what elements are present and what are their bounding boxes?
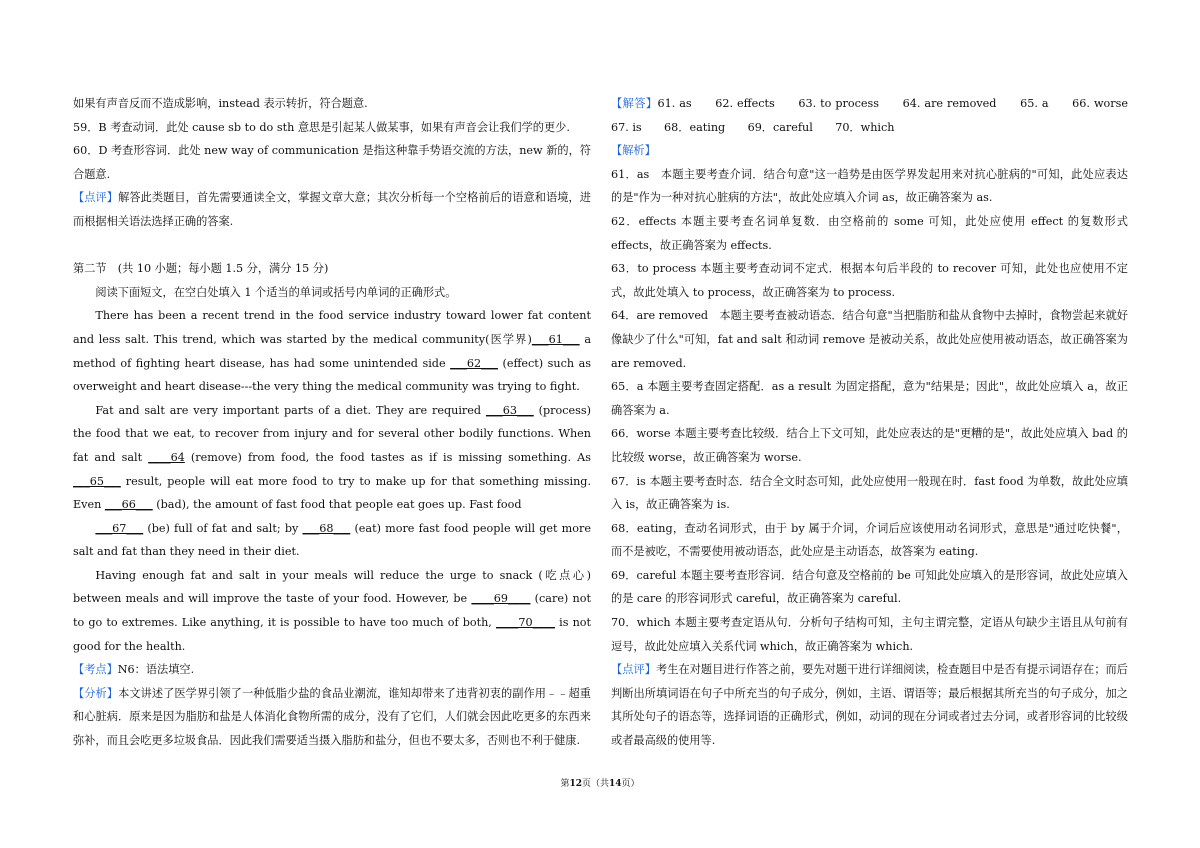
page-total: 14 bbox=[609, 779, 622, 789]
kaodian-tag: 【考点】 bbox=[73, 663, 118, 677]
section-title: 第二节 (共 10 小题；每小题 1.5 分，满分 15 分) bbox=[73, 262, 329, 276]
text-line: 如果有声音反而不造成影响，instead 表示转折，符合题意. bbox=[73, 97, 368, 110]
explanation-65: 65．a 本题主要考查固定搭配．as a result 为固定搭配，意为"结果是；因此"，故此处应填入 a，故正确答案为 a. bbox=[611, 380, 1128, 417]
explanation-64: 64．are removed 本题主要考查被动语态．结合句意"当把脂肪和盐从食物中去掉时，食物尝起来就好像缺少了什么"可知，fat and salt 和动词 remove 是被动关系，故此处应使用被动语态，故正确答案为 are removed. bbox=[611, 309, 1128, 370]
blank-65: ___65___ bbox=[73, 474, 121, 488]
explanation-67: 67．is 本题主要考查时态．结合全文时态可知，此处应使用一般现在时．fast food 为单数，故此处应填入 is，故正确答案为 is. bbox=[611, 474, 1128, 512]
explanation-59: 59．B 考查动词．此处 cause sb to do sth 意思是引起某人做某事，如果有声音会让我们学的更少. bbox=[73, 120, 570, 134]
blank-66: ___66___ bbox=[104, 498, 153, 512]
explanation-68: 68．eating，查动名词形式，由于 by 属于介词，介词后应该使用动名词形式，意思是"通过吃快餐"，而不是被吃，不需要使用被动语态，此处应是主动语态，故答案为 eating. bbox=[611, 521, 1128, 559]
page-number: 12 bbox=[569, 779, 582, 789]
dianping-block: 【点评】考生在对题目进行作答之前，要先对题干进行详细阅读，检查题目中是否有提示词语存在；而后判断出所填词语在句子中所充当的句子成分，例如，主语、谓语等；最后根据其所充当的句子成分，加之其所处句子的语态等，选择词语的正确形式，例如，动词的现在分词或者过去分词，或者形容词的比较级或者最高级的使用等. bbox=[611, 663, 1128, 748]
passage-paragraph-2: Fat and salt are very important parts of a diet. They are required ___63___ (process) the food that we eat, to recover from injury and for several other bodily functions. When fat and salt ____64 (remove) from food, the food tastes as if is missing something. As ___65___ result, people will eat more food to try to make up for that something missing. Even ___66___ (bad), the amount of fast food that people eat goes up. Fast food bbox=[73, 403, 591, 512]
blank-67: ___67___ bbox=[95, 521, 144, 535]
right-column bbox=[611, 92, 1151, 753]
page-footer: 第12页（共14页） bbox=[560, 779, 640, 789]
blank-69: ____69____ bbox=[471, 592, 531, 606]
blank-61: ___61___ bbox=[531, 332, 580, 346]
passage-paragraph-1: There has been a recent trend in the food service industry toward lower fat content and less salt. This trend, which was started by the medical community(医学界)___61___ a method of fighting heart disease, has had some unintended side ___62___ (effect) such as overweight and heart disease---the very thing the medical community was trying to fight. bbox=[73, 309, 592, 394]
explanation-62: 62．effects 本题主要考查名词单复数．由空格前的 some 可知，此处应使用 effect 的复数形式 effects，故正确答案为 effects. bbox=[611, 214, 1128, 252]
passage-paragraph-3: ___67___ (be) full of fat and salt; by ___68___ (eat) more fast food people will get more salt and fat than they need in their diet. bbox=[73, 521, 591, 559]
instruction: 阅读下面短文，在空白处填入 1 个适当的单词或括号内单词的正确形式。 bbox=[95, 285, 457, 299]
analysis-block: 【分析】本文讲述了医学界引领了一种低脂少盐的食品业潮流，谁知却带来了违背初衷的副作用﹣﹣超重和心脏病．原来是因为脂肪和盐是人体消化食物所需的成分，没有了它们，人们就会因此吃更多的东西来弥补，而且会吃更多垃圾食品．因此我们需要适当摄入脂肪和盐分，但也不要太多，否则也不利于健康. bbox=[73, 686, 591, 748]
answers-block bbox=[611, 92, 1151, 139]
passage-paragraph-4: Having enough fat and salt in your meals will reduce the urge to snack (吃点心) between meals and will improve the taste of your food. However, be ____69____ (care) not to go to extremes. Like anything, it is possible to have too much of both, ____70____ is not good for the health. bbox=[73, 568, 592, 653]
dianping-tag: 【点评】 bbox=[611, 663, 656, 677]
jiexi-heading: 【解析】 bbox=[611, 144, 656, 158]
explanation-69: 69．careful 本题主要考查形容词．结合句意及空格前的 be 可知此处应填入的是形容词，故此处应填入的是 care 的形容词形式 careful，故正确答案为 careful. bbox=[611, 568, 1128, 606]
explanation-63: 63．to process 本题主要考查动词不定式．根据本句后半段的 to recover 可知，此处也应使用不定式，故此处填入 to process，故正确答案为 to process. bbox=[611, 262, 1128, 299]
explanation-66: 66．worse 本题主要考查比较级．结合上下文可知，此处应表达的是"更糟的是"，故此处应填入 bad 的比较级 worse，故正确答案为 worse. bbox=[611, 427, 1128, 464]
blank-68: ___68___ bbox=[302, 521, 351, 535]
blank-64: ____64 bbox=[148, 450, 185, 464]
comment-text: 解答此类题目，首先需要通读全文，掌握文章大意；其次分析每一个空格前后的语意和语境，进而根据相关语法选择正确的答案. bbox=[73, 191, 591, 228]
explanation-60: 60．D 考查形容词．此处 new way of communication 是指这种靠手势语交流的方法，new 新的，符合题意. bbox=[73, 144, 591, 181]
comment-block bbox=[73, 186, 591, 233]
blank-63: ___63___ bbox=[485, 403, 534, 417]
explanation-61: 61．as 本题主要考查介词．结合句意"这一趋势是由医学界发起用来对抗心脏病的"可知，此处应表达的是"作为一种对抗心脏病的方法"，故此处应填入介词 as，故正确答案为 as. bbox=[611, 167, 1128, 205]
kaodian-block: 【考点】N6：语法填空. bbox=[73, 663, 195, 677]
answers-list: 61. as 62. effects 63. to process 64. are removed 65. a 66. worse 67. is 68．eating 69．careful 70．which bbox=[611, 97, 1151, 134]
blank-62: ___62___ bbox=[450, 356, 498, 370]
comment-tag: 【点评】 bbox=[73, 191, 119, 205]
explanation-70: 70．which 本题主要考查定语从句．分析句子结构可知，主句主谓完整，定语从句缺少主语且从句前有逗号，故此处应填入关系代词 which，故正确答案为 which. bbox=[611, 616, 1128, 653]
left-column bbox=[73, 92, 591, 753]
blank-70: ____70____ bbox=[496, 616, 555, 630]
answer-tag: 【解答】 bbox=[611, 97, 658, 110]
analysis-tag: 【分析】 bbox=[73, 686, 119, 700]
